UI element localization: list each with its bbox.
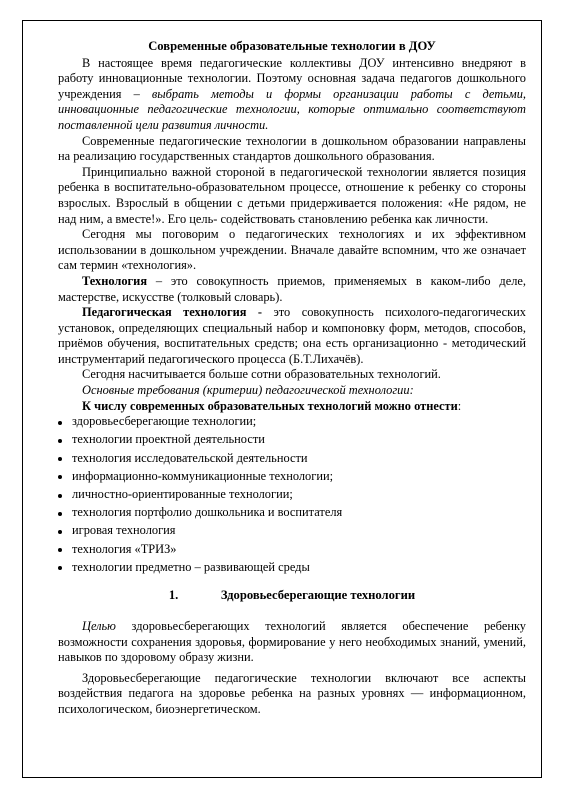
- definition-pedagogical-text: это совокупность психолого-педагогических установок, определяющих специальный набор и компоновку форм, методов, способов, приёмов обучения, воспитательных средств; она есть организационно - методический инструментарий педагогического процесса (Б.Т.Лихачёв).: [58, 305, 526, 366]
- list-item: технология «ТРИЗ»: [58, 542, 526, 558]
- list-item: технология исследовательской деятельности: [58, 451, 526, 467]
- paragraph-goal-italic: Целью: [82, 618, 116, 633]
- definition-technology-text: – это совокупность приемов, применяемых в каком-либо деле, мастерстве, искусстве (толковый словарь).: [58, 273, 526, 304]
- paragraph-intro-italic: выбрать методы и формы организации работы с детьми, инновационные педагогические технологии, которые оптимально соответствуют поставленной цели развития личности.: [58, 86, 526, 132]
- definition-technology-term: Технология: [82, 273, 148, 288]
- paragraph-term-intro: Сегодня мы поговорим о педагогических технологиях и их эффективном использовании в дошкольном учреждении. Вначале давайте вспомним, что же означает сам термин «технология».: [58, 227, 526, 273]
- document-body: [58, 39, 526, 718]
- list-item: информационно-коммуникационные технологии;: [58, 469, 526, 485]
- list-intro-text: К числу современных образовательных технологий можно отнести: [82, 398, 458, 413]
- list-item: технология портфолио дошкольника и воспитателя: [58, 505, 526, 521]
- list-item: личностно-ориентированные технологии;: [58, 487, 526, 503]
- definition-technology: [58, 274, 526, 305]
- section-heading: [58, 588, 526, 604]
- paragraph-requirements: Основные требования (критерии) педагогической технологии:: [82, 383, 414, 398]
- paragraph-goal-text: здоровьесберегающих технологий является обеспечение ребенку возможности сохранения здоровья, формирование у него необходимых знаний, умений, навыков по здоровому образу жизни.: [58, 618, 526, 665]
- document-title: Современные образовательные технологии в ДОУ: [148, 39, 436, 53]
- paragraph-intro-text: В настоящее время педагогические коллективы ДОУ интенсивно внедряют в работу инновационные технологии. Поэтому основная задача педагогов дошкольного учреждения –: [58, 55, 526, 101]
- section-title: Здоровьесберегающие технологии: [220, 588, 416, 603]
- paragraph-goal: [58, 619, 526, 666]
- list-item: технологии проектной деятельности: [58, 432, 526, 448]
- section-number: 1.: [168, 588, 179, 603]
- paragraph-child-position: Принципиально важной стороной в педагогической технологии является позиция ребенка в воспитательно-образовательном процессе, отношение к ребенку со стороны взрослых. Взрослый в общении с детьми придерживается положения: «Не рядом, не над ним, а вместе!». Его цель- содействовать становлению ребенка как личности.: [58, 164, 526, 226]
- list-item: игровая технология: [58, 523, 526, 539]
- paragraph-standards: Современные педагогические технологии в дошкольном образовании направлены на реализацию государственных стандартов дошкольного образования.: [58, 133, 526, 164]
- list-item: здоровьесберегающие технологии;: [58, 414, 526, 430]
- definition-pedagogical-technology: [58, 305, 526, 367]
- list-intro-colon: :: [457, 398, 462, 413]
- paragraph-intro: [58, 56, 526, 134]
- definition-pedagogical-term: Педагогическая технология -: [82, 305, 263, 320]
- paragraph-count: Сегодня насчитывается больше сотни образовательных технологий.: [82, 367, 441, 382]
- paragraph-aspects: Здоровьесберегающие педагогические технологии включают все аспекты воздействия педагога на здоровье ребенка на разных уровнях — информационном, психологическом, биоэнергетическом.: [58, 670, 526, 716]
- list-intro: [58, 399, 526, 415]
- technologies-list: [58, 414, 526, 575]
- list-item: технологии предметно – развивающей среды: [58, 560, 526, 576]
